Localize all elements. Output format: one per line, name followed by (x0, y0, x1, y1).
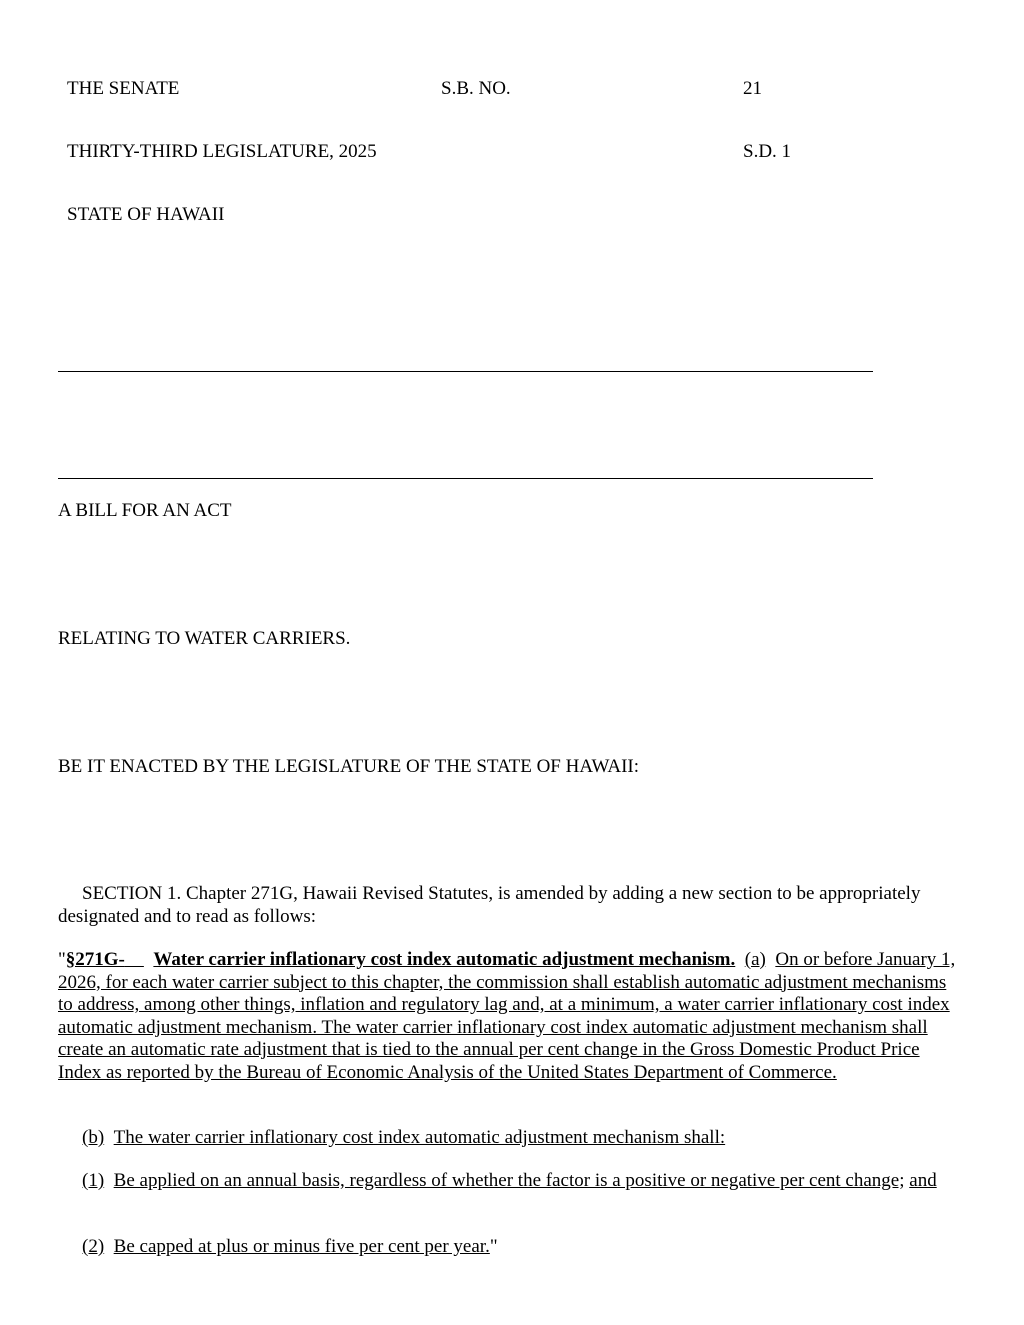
item-1-and: and (909, 1170, 937, 1191)
item-2-text: Be capped at plus or minus five per cent per year. (113, 1236, 490, 1257)
header-divider-bottom (58, 478, 873, 479)
subsection-b (58, 1127, 958, 1150)
chamber-label: THE SENATE (67, 78, 180, 99)
enacting-clause: BE IT ENACTED BY THE LEGISLATURE OF THE STATE OF HAWAII: (58, 756, 640, 777)
item-1-label: (1) (82, 1170, 105, 1191)
closing-quote: " (489, 1236, 498, 1257)
section-symbol: §271G- (65, 949, 125, 970)
section-number-gap (125, 949, 144, 970)
state-label: STATE OF HAWAII (67, 204, 225, 225)
bill-for-act: A BILL FOR AN ACT (58, 500, 232, 521)
header-divider-top (58, 371, 873, 372)
item-2-label: (2) (82, 1236, 105, 1257)
section-1-intro: SECTION 1. Chapter 271G, Hawaii Revised Statutes, is amended by adding a new section to be appropriately designated and to read as follows: (58, 883, 921, 927)
draft-label: S.D. 1 (743, 141, 792, 162)
subsection-a-text: On or before January 1, 2026, for each water carrier subject to this chapter, the commission shall establish automatic adjustment mechanisms to address, among other things, inflation and regulatory lag and, at a minimum, a water carrier inflationary cost index automatic adjustment mechanism. The water carrier inflationary cost index automatic adjustment mechanism shall create an automatic rate adjustment that is tied to the annual per cent change in the Gross Domestic Product Price Index as reported by the Bureau of Economic Analysis of the United States Department of Commerce. (58, 949, 956, 1083)
subsection-b-text: The water carrier inflationary cost index automatic adjustment mechanism shall: (113, 1127, 726, 1148)
section-heading: Water carrier inflationary cost index automatic adjustment mechanism. (153, 949, 736, 970)
item-1 (58, 1170, 958, 1193)
relating-to-title: RELATING TO WATER CARRIERS. (58, 628, 351, 649)
subsection-a-label: (a) (744, 949, 766, 970)
bill-number: 21 (743, 78, 762, 99)
subsection-b-label: (b) (82, 1127, 105, 1148)
opening-quote: " (58, 949, 66, 970)
new-section-paragraph-a (58, 949, 958, 1085)
item-1-text: Be applied on an annual basis, regardless of whether the factor is a positive or negative per cent change; (113, 1170, 905, 1191)
bill-number-label: S.B. NO. (441, 78, 511, 99)
legislature-label: THIRTY-THIRD LEGISLATURE, 2025 (67, 141, 377, 162)
item-2 (58, 1236, 958, 1259)
